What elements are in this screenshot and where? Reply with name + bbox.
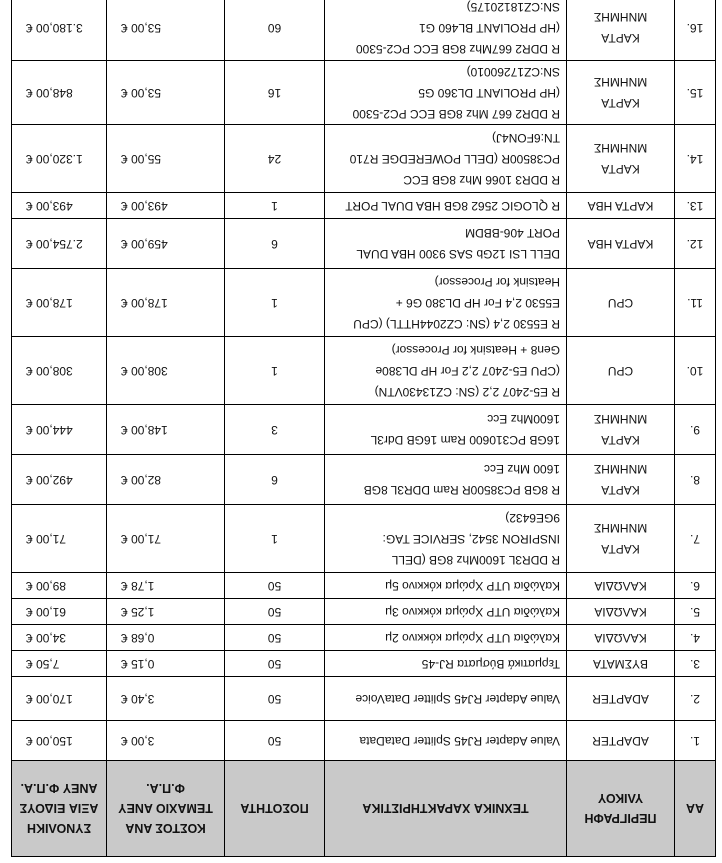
spec-line: Gen8 + Heatsink for Processor) — [391, 343, 560, 357]
table-row — [12, 625, 716, 651]
row-item-type — [567, 193, 675, 219]
spec-line: R DDR2 667 Mhz 8GB ECC PC2-5300 — [352, 107, 560, 121]
row-quantity: 50 — [225, 625, 325, 651]
table-row — [12, 219, 716, 269]
table-row — [12, 0, 716, 61]
row-number: 7. — [675, 505, 716, 573]
header-eidos: ΠΕΡΙΓΡΑΦΗ ΥΛΙΚΟΥ — [567, 761, 675, 857]
row-item-type — [567, 505, 675, 573]
item-type-line: ΚΑΡΤΑ — [601, 483, 640, 498]
row-quantity: 16 — [225, 61, 325, 125]
row-unit-price: 71,00 € — [107, 505, 225, 573]
spec-line: 1600 Mhz Ecc — [483, 462, 560, 477]
spec-line: (HP PROLIANT DL360 G5 — [418, 86, 560, 100]
row-specs — [325, 61, 567, 125]
row-total: 3.180,00 € — [12, 0, 107, 61]
spec-line: (HP PROLIANT BL460 G1 — [419, 21, 560, 35]
row-specs — [325, 125, 567, 193]
row-quantity: 1 — [225, 193, 325, 219]
item-type-line: ΒΥΣΜΑΤΑ — [593, 657, 648, 671]
spec-line: SN:CZ17260010) — [466, 65, 560, 79]
row-total: 170,00 € — [12, 677, 107, 721]
spec-line: 9GE6432) — [505, 511, 560, 525]
spec-line: Τερματικά Βύσματα RJ-45 — [421, 657, 560, 671]
table-row — [12, 573, 716, 599]
row-unit-price: 0,68 € — [107, 625, 225, 651]
spec-line: Value Adapter RJ45 Splitter DataVoice — [355, 692, 560, 706]
item-type-line: ΚΑΡΤΑ — [601, 31, 640, 46]
row-total: 848,00 € — [12, 61, 107, 125]
row-quantity: 50 — [225, 721, 325, 761]
table-body — [12, 0, 716, 761]
item-type-line: ΜΝΗΜΗΣ — [593, 141, 648, 156]
row-item-type — [567, 651, 675, 677]
table-row — [12, 337, 716, 405]
row-item-type — [567, 61, 675, 125]
row-total: 2.754,00 € — [12, 219, 107, 269]
row-unit-price: 0,15 € — [107, 651, 225, 677]
spec-line: Καλώδια UTP Χρώμα κόκκινο 5μ — [385, 579, 560, 593]
table-row — [12, 721, 716, 761]
spec-line: SN:CZ18120175) — [466, 0, 560, 14]
spec-line: DELL LSI 12Gb SAS 9300 HBA DUAL — [356, 247, 560, 262]
row-specs — [325, 651, 567, 677]
row-specs — [325, 219, 567, 269]
row-total: 34,00 € — [12, 625, 107, 651]
spec-line: R 8GB PC38500R Ram DDR3L 8GB — [363, 483, 560, 498]
item-type-line: ΜΝΗΜΗΣ — [593, 10, 648, 25]
row-unit-price: 493,00 € — [107, 193, 225, 219]
row-quantity: 50 — [225, 651, 325, 677]
spec-line: INSPIRON 3542, SERVICE TAG: — [382, 532, 560, 546]
row-total: 308,00 € — [12, 337, 107, 405]
row-unit-price: 148,00 € — [107, 405, 225, 455]
row-item-type — [567, 219, 675, 269]
row-number: 1. — [675, 721, 716, 761]
item-type-line: ΜΝΗΜΗΣ — [593, 462, 648, 477]
header-qty: ΠΟΣΟΤΗΤΑ — [225, 761, 325, 857]
row-specs — [325, 505, 567, 573]
item-type-line: ΜΝΗΜΗΣ — [593, 75, 648, 90]
row-quantity: 1 — [225, 337, 325, 405]
row-total: 444,00 € — [12, 405, 107, 455]
row-quantity: 1 — [225, 505, 325, 573]
table-row — [12, 455, 716, 505]
row-specs — [325, 0, 567, 61]
item-type-line: ΚΑΡΤΑ HBA — [587, 237, 654, 251]
spec-line: 1600Mhz Ecc — [487, 412, 560, 427]
row-number: 13. — [675, 193, 716, 219]
spec-line: R E5530 2,4 (SN: CZ2044HTTL) (CPU — [353, 317, 560, 331]
row-quantity: 50 — [225, 573, 325, 599]
row-specs — [325, 193, 567, 219]
item-type-line: ΚΑΛΩΔΙΑ — [594, 631, 647, 645]
row-specs — [325, 721, 567, 761]
row-number: 6. — [675, 573, 716, 599]
spec-line: Heatsink for Processor) — [434, 275, 560, 289]
row-number: 5. — [675, 599, 716, 625]
row-number: 15. — [675, 61, 716, 125]
row-total: 150,00 € — [12, 721, 107, 761]
spec-line: PC38500R (DELL POWEREDGE R710 — [349, 152, 560, 166]
table-row — [12, 269, 716, 337]
header-specs: ΤΕΧΝΙΚΑ ΧΑΡΑΚΤΗΡΙΣΤΙΚΑ — [325, 761, 567, 857]
item-type-line: CPU — [607, 296, 634, 310]
row-item-type — [567, 599, 675, 625]
item-type-line: CPU — [607, 364, 634, 378]
spec-line: Value Adapter RJ45 Splitter DataData — [359, 734, 560, 748]
table-row — [12, 599, 716, 625]
row-number: 10. — [675, 337, 716, 405]
spec-line: 16GB PC310600 Ram 16GB Ddr3L — [370, 433, 560, 448]
row-quantity: 50 — [225, 599, 325, 625]
table-row — [12, 677, 716, 721]
row-unit-price: 459,00 € — [107, 219, 225, 269]
row-unit-price: 178,00 € — [107, 269, 225, 337]
table-row — [12, 125, 716, 193]
row-item-type — [567, 573, 675, 599]
row-total: 178,00 € — [12, 269, 107, 337]
row-number: 9. — [675, 405, 716, 455]
table-row — [12, 61, 716, 125]
spec-line: R DDR3L 1600Mhz 8GB (DELL — [391, 553, 560, 567]
header-total: ΣΥΝΟΛΙΚΗ ΑΞΙΑ ΕΙΔΟΥΣ ΑΝΕΥ Φ.Π.Α. — [12, 761, 107, 857]
item-type-line: ΚΑΡΤΑ — [601, 542, 640, 557]
row-item-type — [567, 125, 675, 193]
row-total: 493,00 € — [12, 193, 107, 219]
spec-line: Καλώδια UTP Χρώμα κόκκινο 2μ — [385, 631, 560, 645]
item-type-line: ΜΝΗΜΗΣ — [593, 412, 648, 427]
row-unit-price: 1,25 € — [107, 599, 225, 625]
header-aa: ΑΑ — [675, 761, 716, 857]
table-row — [12, 505, 716, 573]
row-number: 3. — [675, 651, 716, 677]
row-specs — [325, 599, 567, 625]
row-total: 7,50 € — [12, 651, 107, 677]
row-specs — [325, 677, 567, 721]
table-header-row — [12, 761, 716, 857]
item-type-line: ΜΝΗΜΗΣ — [593, 521, 648, 536]
row-item-type — [567, 269, 675, 337]
row-number: 14. — [675, 125, 716, 193]
row-specs — [325, 625, 567, 651]
row-total: 492,00 € — [12, 455, 107, 505]
row-item-type — [567, 0, 675, 61]
row-quantity: 60 — [225, 0, 325, 61]
row-quantity: 3 — [225, 405, 325, 455]
row-item-type — [567, 625, 675, 651]
spec-line: TN:6FON4J) — [491, 131, 560, 145]
item-type-line: ΚΑΛΩΔΙΑ — [594, 579, 647, 593]
row-quantity: 50 — [225, 677, 325, 721]
spec-line: (CPU E5-2407 2,2 For HP DL380e — [375, 364, 560, 378]
row-specs — [325, 455, 567, 505]
row-number: 2. — [675, 677, 716, 721]
spec-line: R DDR3 1066 Mhz 8GB ECC — [403, 173, 560, 187]
row-number: 8. — [675, 455, 716, 505]
row-specs — [325, 405, 567, 455]
row-total: 89,00 € — [12, 573, 107, 599]
row-total: 71,00 € — [12, 505, 107, 573]
row-specs — [325, 573, 567, 599]
item-type-line: ADAPTER — [592, 734, 649, 748]
row-quantity: 6 — [225, 455, 325, 505]
row-unit-price: 53,00 € — [107, 0, 225, 61]
header-unit-price: ΚΟΣΤΟΣ ΑΝΑ ΤΕΜΑΧΙΟ ΑΝΕΥ Φ.Π.Α. — [107, 761, 225, 857]
materials-cost-table — [11, 0, 716, 857]
row-item-type — [567, 337, 675, 405]
row-unit-price: 308,00 € — [107, 337, 225, 405]
row-unit-price: 1,78 € — [107, 573, 225, 599]
row-quantity: 6 — [225, 219, 325, 269]
row-total: 61,00 € — [12, 599, 107, 625]
spec-line: R QLOGIC 2562 8GB HBA DUAL PORT — [345, 199, 560, 213]
item-type-line: ΚΑΡΤΑ HBA — [587, 199, 654, 213]
spec-line: R DDR2 667Mhz 8GB ECC PC2-5300 — [355, 42, 560, 56]
row-number: 16. — [675, 0, 716, 61]
row-unit-price: 3,00 € — [107, 721, 225, 761]
spec-line: PORT 406-BBDM — [465, 226, 560, 241]
row-unit-price: 53,00 € — [107, 61, 225, 125]
row-item-type — [567, 677, 675, 721]
spec-line: R E5-2407 2,2 (SN: CZ13430VTN) — [374, 385, 560, 399]
row-item-type — [567, 721, 675, 761]
row-unit-price: 82,00 € — [107, 455, 225, 505]
row-item-type — [567, 405, 675, 455]
row-number: 12. — [675, 219, 716, 269]
row-item-type — [567, 455, 675, 505]
row-quantity: 24 — [225, 125, 325, 193]
item-type-line: ΚΑΛΩΔΙΑ — [594, 605, 647, 619]
table-row — [12, 405, 716, 455]
item-type-line: ΚΑΡΤΑ — [601, 96, 640, 111]
spec-line: Καλώδια UTP Χρώμα κόκκινο 3μ — [385, 605, 560, 619]
row-number: 4. — [675, 625, 716, 651]
row-unit-price: 3,40 € — [107, 677, 225, 721]
item-type-line: ΚΑΡΤΑ — [601, 162, 640, 177]
table-row — [12, 651, 716, 677]
table-row — [12, 193, 716, 219]
spec-line: E5530 2,4 For HP DL380 G6 + — [395, 296, 560, 310]
row-unit-price: 55,00 € — [107, 125, 225, 193]
item-type-line: ADAPTER — [592, 692, 649, 706]
row-number: 11. — [675, 269, 716, 337]
row-specs — [325, 269, 567, 337]
row-specs — [325, 337, 567, 405]
item-type-line: ΚΑΡΤΑ — [601, 433, 640, 448]
row-quantity: 1 — [225, 269, 325, 337]
row-total: 1.320,00 € — [12, 125, 107, 193]
